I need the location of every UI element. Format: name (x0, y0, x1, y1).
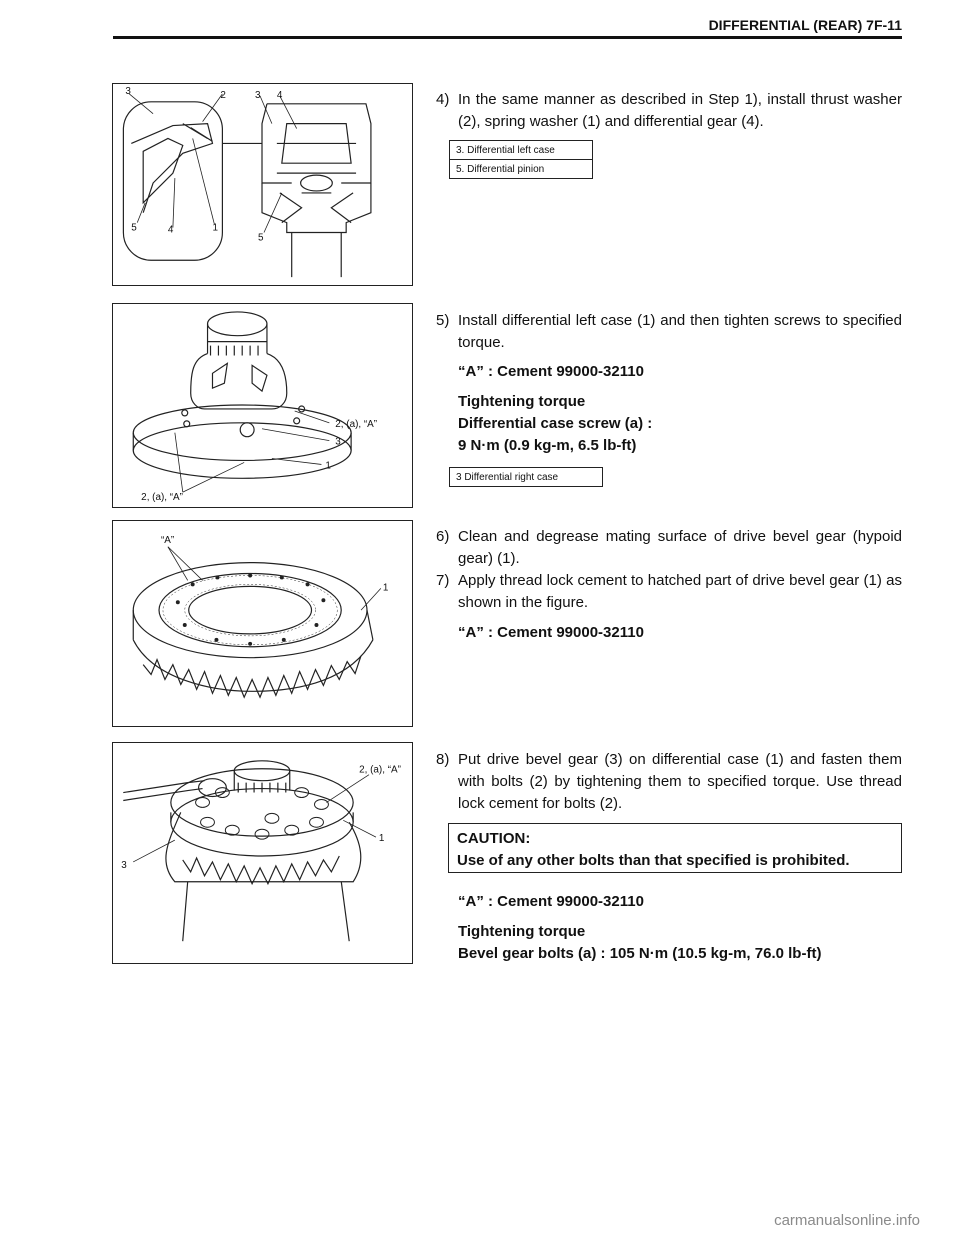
figure-bevel-gear-bolts (112, 742, 413, 964)
step-6-number: 6) (436, 528, 450, 545)
watermark: carmanualsonline.info (774, 1212, 920, 1229)
fig2-label-1: 1 (325, 460, 331, 472)
step-8-cement-spec: “A” : Cement 99000-32110 (458, 893, 644, 910)
fig2-label-2a: 2, (a), “A” (335, 418, 378, 430)
step-5-number: 5) (436, 312, 450, 329)
caution-text: Use of any other bolts than that specified is prohibited. (457, 852, 850, 869)
step-8-text: Put drive bevel gear (3) on differential case (1) and fasten them with bolts (2) by tightening them to specified torque. Use thread lock cement for bolts (2). (458, 751, 902, 812)
caution-title: CAUTION: (457, 830, 531, 847)
fig2-legend (449, 467, 603, 487)
step-6 (436, 526, 902, 570)
step-8 (436, 749, 902, 815)
step-8-torque-value: Bevel gear bolts (a) : 105 N·m (10.5 kg-m, 76.0 lb-ft) (458, 945, 822, 962)
step-5-text: Install differential left case (1) and then tighten screws to specified torque. (458, 312, 902, 351)
step-7-cement-spec: “A” : Cement 99000-32110 (458, 624, 644, 641)
step-8-number: 8) (436, 751, 450, 768)
step-4 (436, 89, 902, 133)
page-header-title: DIFFERENTIAL (REAR) 7F-11 (708, 17, 902, 33)
step-7-number: 7) (436, 572, 450, 589)
step-4-number: 4) (436, 91, 450, 108)
fig1-label-5a: 5 (131, 222, 137, 234)
legend-item: 3 Differential right case (450, 468, 603, 487)
figure-drive-bevel-gear-hatched (112, 520, 413, 727)
fig1-label-5b: 5 (258, 232, 264, 244)
figure-differential-left-case (112, 303, 413, 508)
caution-box (448, 823, 902, 873)
fig1-label-2: 2 (220, 89, 226, 101)
step-6-text: Clean and degrease mating surface of drive bevel gear (hypoid gear) (1). (458, 528, 902, 567)
fig3-label-a: “A” (160, 534, 175, 546)
fig1-label-4a: 4 (276, 89, 283, 101)
fig1-label-3a: 3 (125, 85, 131, 97)
step-5-torque-title: Tightening torque (458, 393, 586, 410)
fig1-legend (449, 140, 593, 179)
step-7 (436, 570, 902, 614)
step-8-torque-title: Tightening torque (458, 923, 586, 940)
legend-item: 5. Differential pinion (450, 160, 593, 179)
fig4-label-2: 2, (a), “A” (359, 764, 401, 776)
figure-thrust-washer-install (112, 83, 413, 286)
step-4-text: In the same manner as described in Step 1), install thrust washer (2), spring washer (1) and differential gear (4). (458, 91, 902, 130)
fig4-label-3: 3 (121, 859, 127, 871)
fig2-label-3: 3 (335, 436, 341, 448)
header-rule (113, 36, 902, 39)
step-5 (436, 310, 902, 354)
legend-item: 3. Differential left case (450, 141, 593, 160)
step-5-cement-spec: “A” : Cement 99000-32110 (458, 363, 644, 380)
fig2-label-2b: 2, (a), “A” (141, 492, 183, 504)
fig4-label-1: 1 (378, 833, 385, 845)
fig1-label-4b: 4 (167, 224, 174, 236)
step-5-torque-value: 9 N·m (0.9 kg-m, 6.5 lb-ft) (458, 437, 637, 454)
fig1-label-3b: 3 (255, 89, 261, 101)
fig1-label-1: 1 (212, 222, 219, 234)
fig3-label-1: 1 (382, 582, 389, 594)
step-7-text: Apply thread lock cement to hatched part of drive bevel gear (1) as shown in the figure. (458, 572, 902, 611)
step-5-torque-item: Differential case screw (a) : (458, 415, 653, 432)
